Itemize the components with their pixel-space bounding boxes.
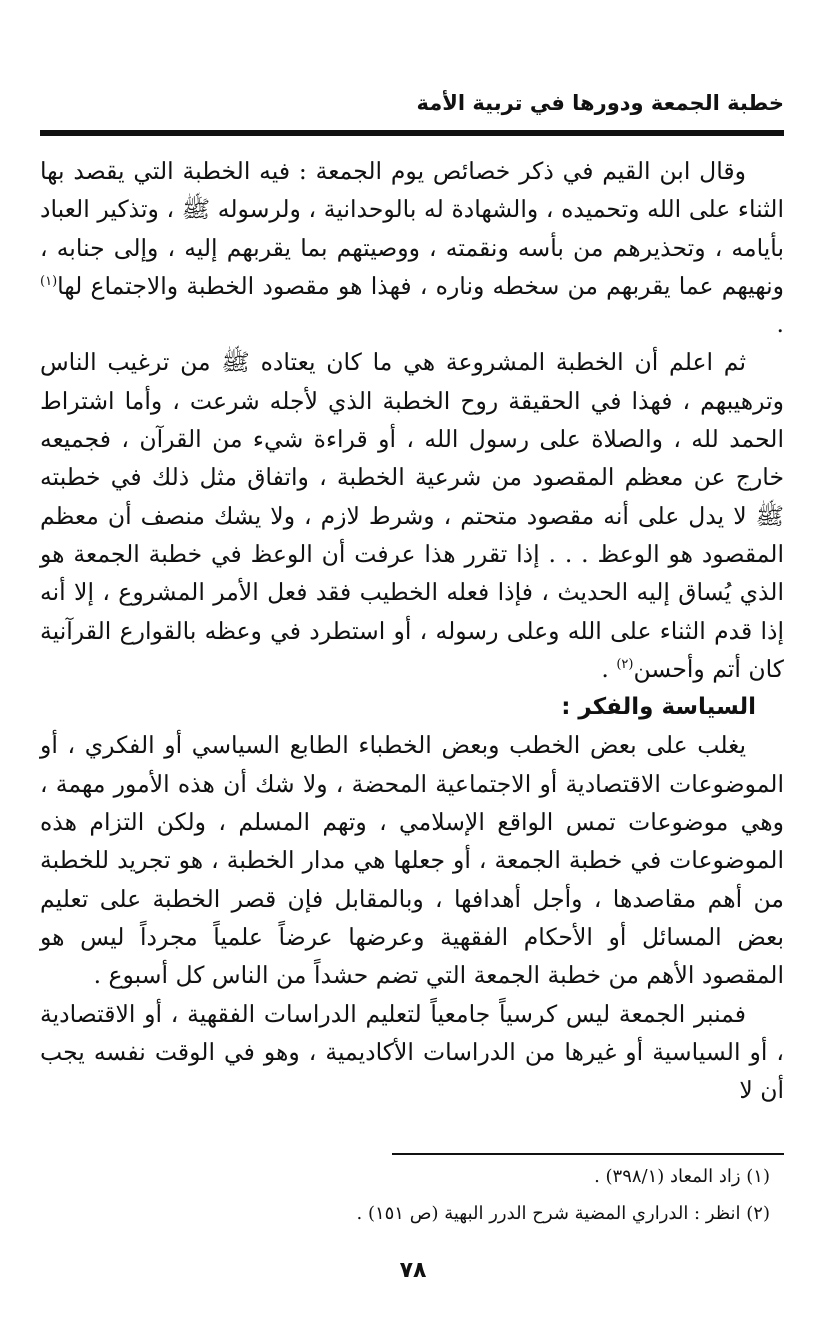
footnote-2: (٢) انظر : الدراري المضية شرح الدرر البهية (ص ١٥١) . xyxy=(356,1203,770,1224)
footnotes xyxy=(40,1158,784,1232)
footnote-ref-1: (١) xyxy=(40,274,58,290)
footnote-rule xyxy=(392,1153,784,1155)
paragraph-politics-thought: يغلب على بعض الخطب وبعض الخطباء الطابع السياسي أو الفكري ، أو الموضوعات الاقتصادية أو الاجتماعية المحضة ، ولا شك أن هذه الأمور مهمة ، وهي موضوعات تمس الواقع الإسلامي ، وتهم المسلم ، ولكن التزام هذه الموضوعات في خطبة الجمعة ، أو جعلها هي مدار الخطبة ، هو تجريد للخطبة من أهم مقاصدها ، وأجل أهدافها ، وبالمقابل فإن قصر الخطبة على تعليم بعض المسائل أو الأحكام الفقهية وعرضها عرضاً علمياً مجرداً ليس هو المقصود الأهم من خطبة الجمعة التي تضم حشداً من الناس كل أسبوع . xyxy=(40,731,784,990)
section-heading: السياسة والفكر : xyxy=(561,694,756,721)
paragraph-ibn-alqayyim xyxy=(40,152,784,343)
paragraph-text: ثم اعلم أن الخطبة المشروعة هي ما كان يعتاده ﷺ من ترغيب الناس وترهيبهم ، فهذا في الحقيقة روح الخطبة الذي لأجله شرعت ، وأما اشتراط الحمد لله ، والصلاة على رسول الله ، أو قراءة شيء من القرآن ، فجميعه خارج عن معظم المقصود من شرعية الخطبة ، واتفاق مثل ذلك في خطبته ﷺ لا يدل على أنه مقصود متحتم ، وشرط لازم ، ولا يشك منصف أن معظم المقصود هو الوعظ . . . إذا تقرر هذا عرفت أن الوعظ في خطبة الجمعة هو الذي يُساق إليه الحديث ، فإذا فعله الخطيب فقد فعل الأمر المشروع ، إلا أنه إذا قدم الثناء على الله وعلى رسوله ، أو استطرد في وعظه بالقوارع القرآنية كان أتم وأحسن xyxy=(40,348,784,683)
paragraph-end: . xyxy=(776,310,784,339)
paragraph-legitimate-sermon xyxy=(40,343,784,688)
header-rule xyxy=(40,130,784,136)
main-text xyxy=(40,152,784,1109)
running-header: خطبة الجمعة ودورها في تربية الأمة xyxy=(416,91,784,115)
paragraph-friday-pulpit: فمنبر الجمعة ليس كرسياً جامعياً لتعليم الدراسات الفقهية ، أو الاقتصادية ، أو السياسية أو غيرها من الدراسات الأكاديمية ، وهو في الوقت نفسه يجب أن لا xyxy=(40,999,784,1105)
page-number: ٧٨ xyxy=(399,1258,427,1283)
footnote-1: (١) زاد المعاد (٣٩٨/١) . xyxy=(594,1166,770,1187)
footnote-ref-2: (٢) xyxy=(616,657,634,673)
paragraph-end: . xyxy=(601,654,617,683)
paragraph-text: وقال ابن القيم في ذكر خصائص يوم الجمعة : فيه الخطبة التي يقصد بها الثناء على الله وتحميده ، والشهادة له بالوحدانية ، ولرسوله ﷺ ، وتذكير العباد بأيامه ، وتحذيرهم من بأسه ونقمته ، ووصيتهم بما يقربهم إليه ، وإلى جنابه ، ونهيهم عما يقربهم من سخطه وناره ، فهذا هو مقصود الخطبة والاجتماع لها xyxy=(40,157,784,300)
